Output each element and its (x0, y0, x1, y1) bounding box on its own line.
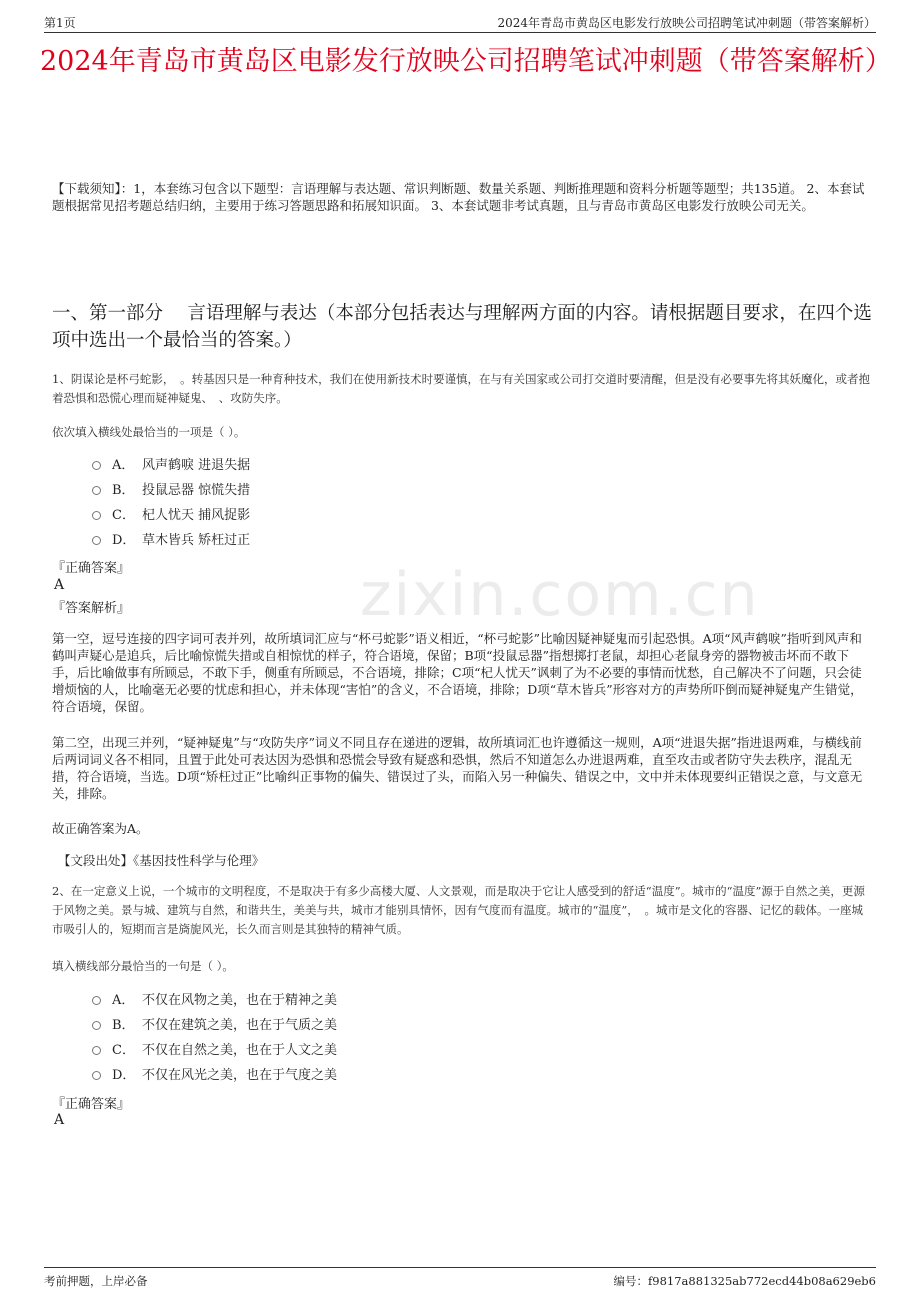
page-number: 第1页 (44, 16, 76, 30)
option-key: A． (112, 458, 135, 473)
radio-icon[interactable] (92, 536, 101, 545)
q1-option-b[interactable] (92, 478, 250, 503)
q1-analysis-paragraph-2: 第二空，出现三并列，“疑神疑鬼”与“攻防失序”词义不同且存在递进的逻辑，故所填词汇也许遵循这一规则，A项“进退失据”指进退两难，与横线前后两词词义各不相同，且置于此处可表达因为恐惧和恐慌会导致有疑惑和恐惧，然后不知道怎么办进退两难，直至攻击或者防守失去秩序，混乱无措，符合语境，当选。D项“矫枉过正”比喻纠正事物的偏失、错误过了头，而陷入另一种偏失、错误之中，文中并未体现要纠正错误之意，与文意无关，排除。 (52, 735, 863, 801)
q1-answer-label: 『正确答案』 (52, 561, 131, 576)
option-text: 风声鹤唳 进退失据 (142, 458, 251, 473)
option-text: 草木皆兵 矫枉过正 (142, 533, 251, 548)
q1-analysis-label: 『答案解析』 (52, 601, 131, 616)
option-text: 不仅在风光之美，也在于气度之美 (142, 1068, 338, 1083)
radio-icon[interactable] (92, 511, 101, 520)
footer-slogan: 考前押题，上岸必备 (44, 1274, 148, 1288)
question-1-prompt: 依次填入横线处最恰当的一项是（ ）。 (52, 425, 246, 439)
radio-icon[interactable] (92, 461, 101, 470)
question-2-options (92, 988, 337, 1088)
q2-option-a[interactable] (92, 988, 337, 1013)
q1-option-c[interactable] (92, 503, 250, 528)
q1-source: 【文段出处】《基因技性科学与伦理》 (58, 853, 265, 868)
document-title: 2024年青岛市黄岛区电影发行放映公司招聘笔试冲刺题（带答案解析） (40, 46, 892, 77)
q2-option-c[interactable] (92, 1038, 337, 1063)
option-key: C． (112, 1043, 135, 1058)
question-2-stem: 2、在一定意义上说，一个城市的文明程度，不是取决于有多少高楼大厦、人文景观，而是取决于它让人感受到的舒适“温度”。城市的“温度”源于自然之美，更源于风物之美。景与城、建筑与自然，和谐共生，美美与共，城市才能别具情怀，因有气度而有温度。城市的“温度”， 。城市是文化的容器、记忆的载体。一座城市吸引人的，短期而言是旖旎风光，长久而言则是其独特的精神气质。 (52, 884, 865, 936)
q1-option-d[interactable] (92, 528, 250, 553)
download-notice: 【下载须知】：1，本套练习包含以下题型：言语理解与表达题、常识判断题、数量关系题、判断推理题和资料分析题等题型；共135道。 2、本套试题根据常见招考题总结归纳，主要用于练习答题思路和拓展知识面。 3、本套试题非考试真题，且与青岛市黄岛区电影发行放映公司无关。 (52, 181, 865, 213)
option-key: D． (112, 1068, 136, 1083)
option-key: B． (112, 483, 135, 498)
radio-icon[interactable] (92, 1021, 101, 1030)
header-title: 2024年青岛市黄岛区电影发行放映公司招聘笔试冲刺题（带答案解析） (497, 16, 876, 30)
radio-icon[interactable] (92, 1071, 101, 1080)
q2-option-d[interactable] (92, 1063, 337, 1088)
option-text: 不仅在建筑之美，也在于气质之美 (142, 1018, 338, 1033)
question-1-options (92, 453, 250, 553)
option-text: 投鼠忌器 惊慌失措 (142, 483, 251, 498)
q1-analysis-paragraph-1: 第一空，逗号连接的四字词可表并列，故所填词汇应与“杯弓蛇影”语义相近，“杯弓蛇影”比喻因疑神疑鬼而引起恐惧。A项“风声鹤唳”指听到风声和鹤叫声疑心是追兵，后比喻惊慌失措或自相惊忧的样子，符合语境，保留；B项“投鼠忌器”指想掷打老鼠，却担心老鼠身旁的器物被击坏而不敢下手，后比喻做事有所顾忌，不敢下手，侧重有所顾忌，不合语境，排除；C项“杞人忧天”讽刺了为不必要的事情而忧愁，自己解决不了问题，只会徒增烦恼的人，比喻毫无必要的忧虑和担心，并未体现“害怕”的含义，不合语境，排除；D项“草木皆兵”形容对方的声势所吓倒而疑神疑鬼产生错觉，符合语境，保留。 (52, 631, 863, 714)
option-key: A． (112, 993, 135, 1008)
option-key: B． (112, 1018, 135, 1033)
watermark: zixin.com.cn (360, 560, 760, 630)
option-text: 不仅在自然之美，也在于人文之美 (142, 1043, 338, 1058)
radio-icon[interactable] (92, 486, 101, 495)
question-1-stem: 1、阴谋论是杯弓蛇影， 。转基因只是一种育种技术，我们在使用新技术时要谨慎，在与有关国家或公司打交道时要清醒，但是没有必要事先将其妖魔化，或者抱着恐惧和恐慌心理而疑神疑鬼、 、攻防失序。 (52, 372, 871, 405)
q2-answer-label: 『正确答案』 (52, 1097, 131, 1112)
section-heading: 一、第一部分 言语理解与表达（本部分包括表达与理解两方面的内容。请根据题目要求，在四个选项中选出一个最恰当的答案。） (52, 303, 872, 351)
page-footer (44, 1267, 876, 1288)
option-text: 杞人忧天 捕风捉影 (142, 508, 251, 523)
q1-conclusion: 故正确答案为A。 (52, 821, 149, 836)
option-key: D． (112, 533, 136, 548)
option-key: C． (112, 508, 135, 523)
question-2-prompt: 填入横线部分最恰当的一句是（ ）。 (52, 959, 234, 973)
radio-icon[interactable] (92, 996, 101, 1005)
footer-serial: 编号：f9817a881325ab772ecd44b08a629eb6 (613, 1274, 876, 1288)
q2-option-b[interactable] (92, 1013, 337, 1038)
q1-option-a[interactable] (92, 453, 250, 478)
page-header (44, 10, 876, 33)
radio-icon[interactable] (92, 1046, 101, 1055)
option-text: 不仅在风物之美，也在于精神之美 (142, 993, 338, 1008)
q2-answer: A (54, 1112, 65, 1128)
q1-answer: A (54, 577, 65, 593)
